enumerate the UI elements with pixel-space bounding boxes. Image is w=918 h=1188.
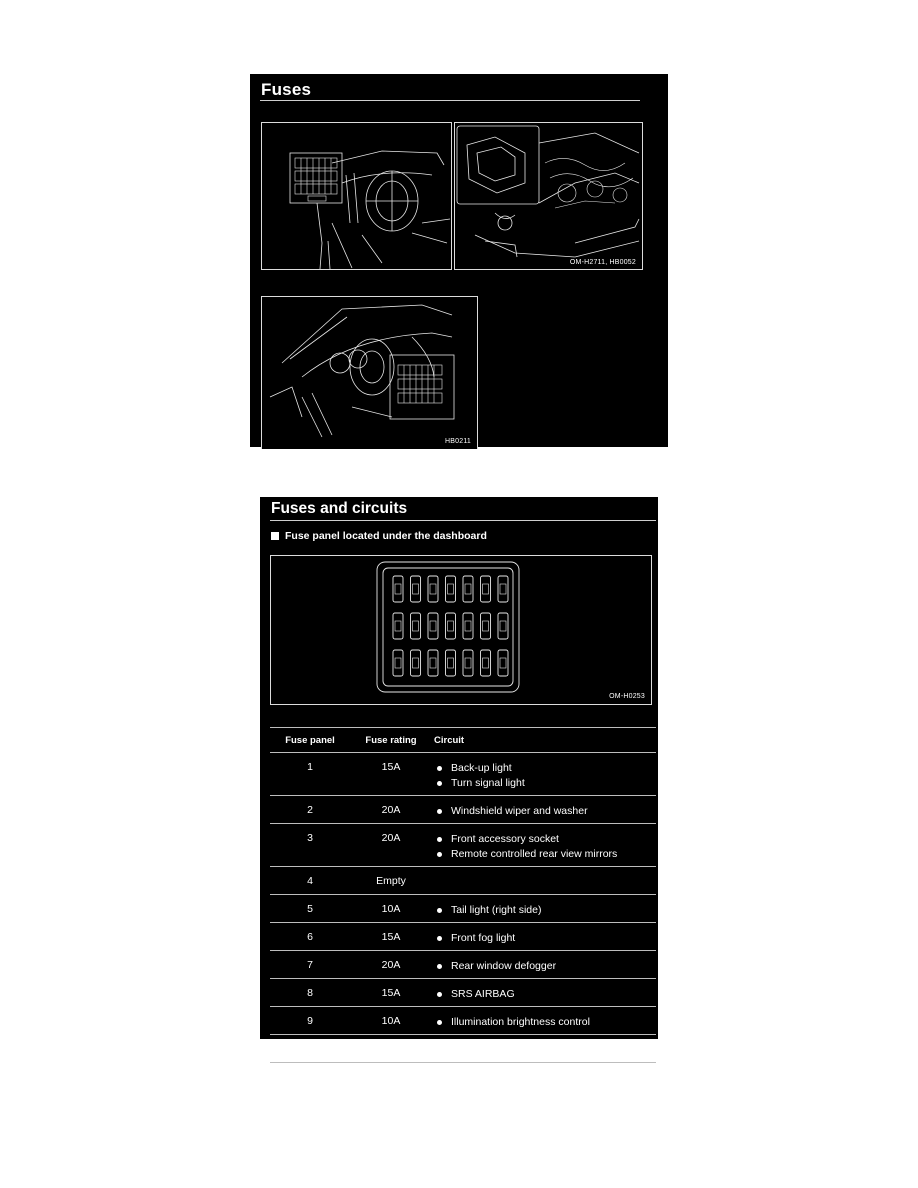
fuse-slot (411, 613, 421, 639)
circuit-item (433, 987, 656, 1002)
square-bullet-icon (271, 532, 279, 540)
fuse-slot (481, 576, 491, 602)
circuit-name: Turn signal light (451, 777, 525, 789)
circuit-list (432, 824, 656, 866)
circuits-title: Fuses and circuits (271, 500, 408, 517)
table-row (270, 867, 656, 895)
bullet-icon (437, 809, 442, 814)
table-header (270, 728, 656, 752)
circuit-name: Windshield wiper and washer (451, 805, 588, 817)
fuse-slot (393, 613, 403, 639)
fuse-rating: 15A (381, 761, 401, 773)
header-fuse-rating: Fuse rating (365, 734, 417, 746)
circuit-item (433, 776, 656, 791)
fuse-panel-diagram (270, 555, 652, 705)
table-row (270, 753, 656, 796)
circuit-list (432, 979, 656, 1006)
fuse-slot (411, 576, 421, 602)
title-rule (270, 520, 656, 521)
circuit-item (433, 804, 656, 819)
fuse-slot (428, 650, 438, 676)
fuse-rating: 15A (381, 931, 401, 943)
figure-code: OM-H2711, HB0052 (569, 259, 636, 266)
fuse-rating: 20A (381, 832, 401, 844)
circuit-list (432, 796, 656, 823)
circuit-name: Illumination brightness control (451, 1016, 590, 1028)
fuse-rating: 10A (381, 903, 401, 915)
header-fuse-panel: Fuse panel (285, 734, 335, 746)
fuse-slot (428, 613, 438, 639)
circuit-item (433, 931, 656, 946)
fuse-panel-number: 4 (307, 875, 313, 887)
table-row (270, 796, 656, 824)
bullet-icon (437, 936, 442, 941)
fuse-circuit-table (270, 727, 656, 1063)
fuse-panel-number: 3 (307, 832, 313, 844)
bullet-icon (437, 964, 442, 969)
fuse-slot (446, 613, 456, 639)
circuit-item (433, 832, 656, 847)
fuse-slot (498, 576, 508, 602)
table-row (270, 1035, 656, 1063)
circuit-name: Front fog light (451, 932, 516, 944)
circuit-name: Rear window defogger (451, 960, 557, 972)
engine-fuse-box-illustration (454, 122, 643, 270)
fuse-slot (428, 576, 438, 602)
fuse-rating: 20A (381, 959, 401, 971)
circuit-list (432, 867, 656, 894)
fuse-rating: Empty (376, 1043, 406, 1055)
bullet-icon (437, 1020, 442, 1025)
fuse-panel-number: 1 (307, 761, 313, 773)
bullet-icon (437, 908, 442, 913)
fuse-rating: 10A (381, 1015, 401, 1027)
bullet-icon (437, 992, 442, 997)
fuse-rating: 20A (381, 804, 401, 816)
circuit-item (433, 903, 656, 918)
fuse-slot (463, 576, 473, 602)
fuse-panel-number: 8 (307, 987, 313, 999)
fuse-slot (393, 650, 403, 676)
circuit-list (432, 1007, 656, 1034)
panel-location-text: Fuse panel located under the dashboard (285, 530, 487, 542)
circuit-name: SRS AIRBAG (451, 988, 515, 1000)
fuse-rating: 15A (381, 987, 401, 999)
figure-code: HB0211 (445, 438, 471, 445)
circuit-name: Remote controlled rear view mirrors (451, 848, 618, 860)
circuit-list (432, 1035, 656, 1062)
fuse-panel-number: 10 (304, 1043, 316, 1055)
dashboard-fuse-box-illustration (261, 122, 452, 270)
circuit-item (433, 761, 656, 776)
circuit-name: Front accessory socket (451, 833, 559, 845)
table-row (270, 923, 656, 951)
title-rule (260, 100, 640, 101)
fuse-panel-number: 6 (307, 931, 313, 943)
bullet-icon (437, 837, 442, 842)
fuse-panel-number: 5 (307, 903, 313, 915)
circuit-item (433, 959, 656, 974)
fuse-slot (411, 650, 421, 676)
circuit-list (432, 951, 656, 978)
fuse-panel-number: 9 (307, 1015, 313, 1027)
fuse-slot (393, 576, 403, 602)
fuses-panel (250, 74, 668, 447)
fuse-slot (463, 613, 473, 639)
table-row (270, 895, 656, 923)
fuse-slot (446, 650, 456, 676)
bullet-icon (437, 766, 442, 771)
circuit-name: Tail light (right side) (451, 904, 542, 916)
fuses-title: Fuses (261, 80, 312, 99)
table-row (270, 979, 656, 1007)
circuit-list (432, 923, 656, 950)
fuse-panel-number: 2 (307, 804, 313, 816)
table-row (270, 824, 656, 867)
fuse-slot (498, 650, 508, 676)
fuse-slot (481, 650, 491, 676)
fuse-slot (481, 613, 491, 639)
fuse-slot (498, 613, 508, 639)
table-row (270, 951, 656, 979)
fuse-slot (463, 650, 473, 676)
circuit-list (432, 895, 656, 922)
table-row (270, 1007, 656, 1035)
fuse-slot (446, 576, 456, 602)
panel-location-heading (271, 530, 487, 542)
circuit-item (433, 847, 656, 862)
circuit-item (433, 1015, 656, 1030)
fuse-panel-number: 7 (307, 959, 313, 971)
fuse-rating: Empty (376, 875, 406, 887)
lower-dashboard-fuse-illustration (261, 296, 478, 449)
bullet-icon (437, 852, 442, 857)
fuses-circuits-panel (260, 497, 658, 1055)
header-circuit: Circuit (434, 734, 465, 746)
bullet-icon (437, 781, 442, 786)
figure-code: OM-H0253 (609, 693, 645, 700)
circuit-name: Back-up light (451, 762, 512, 774)
circuit-list (432, 753, 656, 795)
